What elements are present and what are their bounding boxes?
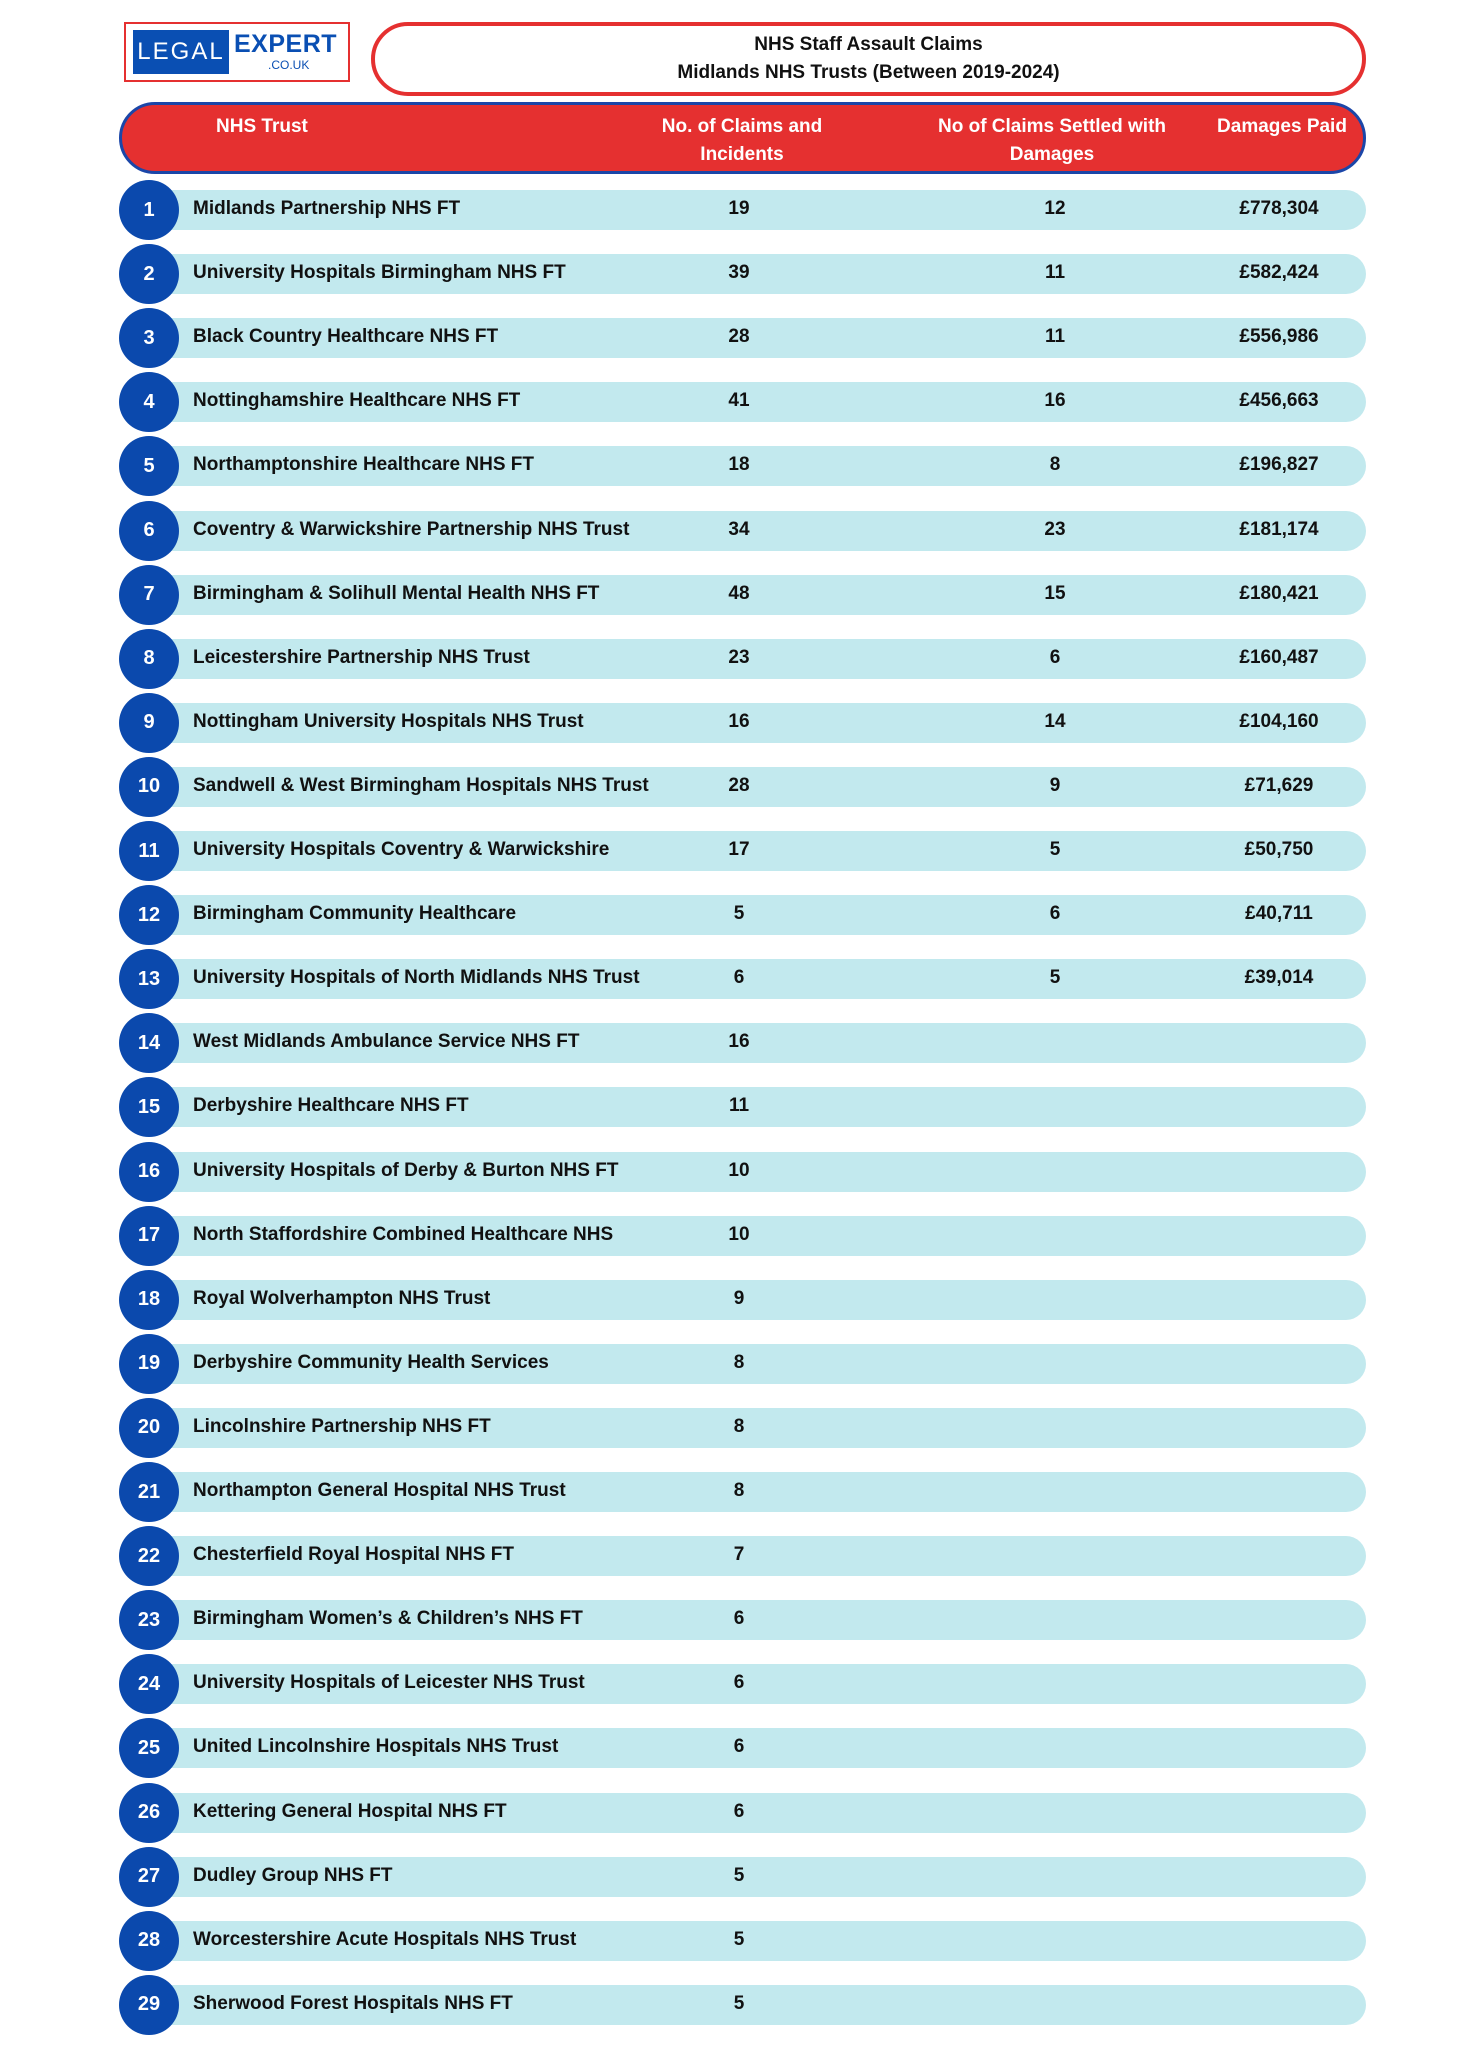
claims-count: 18 bbox=[728, 454, 750, 476]
claims-count: 9 bbox=[733, 1287, 745, 1309]
settled-count: 5 bbox=[1049, 839, 1061, 860]
rank-badge: 14 bbox=[119, 1013, 179, 1073]
claims-count: 5 bbox=[733, 1864, 745, 1886]
claims-count: 10 bbox=[728, 1223, 750, 1245]
damages-paid: £181,174 bbox=[1239, 518, 1319, 540]
settled-count: 11 bbox=[1044, 326, 1066, 348]
rank-badge: 23 bbox=[119, 1590, 179, 1650]
trust-name: Lincolnshire Partnership NHS FT bbox=[193, 1415, 491, 1437]
table-row bbox=[119, 691, 1366, 755]
trust-name: University Hospitals Coventry & Warwickshire bbox=[193, 839, 610, 860]
table-row bbox=[119, 1204, 1366, 1268]
rank-badge: 9 bbox=[119, 693, 179, 753]
rank-badge: 15 bbox=[119, 1077, 179, 1137]
rank-badge: 17 bbox=[119, 1206, 179, 1266]
rank-badge: 20 bbox=[119, 1398, 179, 1458]
table-row bbox=[119, 819, 1366, 883]
settled-count: 12 bbox=[1044, 198, 1066, 219]
claims-count: 5 bbox=[733, 1928, 745, 1950]
claims-count: 6 bbox=[733, 1736, 745, 1758]
trust-name: Coventry & Warwickshire Partnership NHS Trust bbox=[193, 518, 630, 540]
trust-name: West Midlands Ambulance Service NHS FT bbox=[193, 1031, 580, 1053]
claims-count: 6 bbox=[733, 1800, 745, 1822]
damages-paid: £456,663 bbox=[1239, 390, 1319, 412]
trust-name: Worcestershire Acute Hospitals NHS Trust bbox=[193, 1928, 577, 1950]
claims-count: 41 bbox=[728, 390, 750, 412]
table-row bbox=[119, 1909, 1366, 1973]
trust-name: North Staffordshire Combined Healthcare NHS bbox=[193, 1223, 614, 1245]
damages-paid: £40,711 bbox=[1245, 903, 1313, 925]
damages-paid: £196,827 bbox=[1239, 454, 1319, 476]
table-row bbox=[119, 1140, 1366, 1204]
trust-name: Nottinghamshire Healthcare NHS FT bbox=[193, 390, 521, 412]
rank-badge: 12 bbox=[119, 885, 179, 945]
logo-expert-text: EXPERT bbox=[234, 30, 338, 58]
trust-name: Midlands Partnership NHS FT bbox=[193, 198, 461, 219]
header-damages: Damages Paid bbox=[1217, 116, 1347, 137]
rank-badge: 26 bbox=[119, 1783, 179, 1843]
trust-name: United Lincolnshire Hospitals NHS Trust bbox=[193, 1736, 559, 1758]
claims-count: 5 bbox=[733, 1992, 745, 2014]
header-settled: No of Claims Settled with Damages bbox=[937, 116, 1167, 165]
rank-badge: 8 bbox=[119, 629, 179, 689]
claims-count: 6 bbox=[733, 1608, 745, 1630]
damages-paid: £556,986 bbox=[1239, 326, 1319, 348]
trust-name: Chesterfield Royal Hospital NHS FT bbox=[193, 1544, 514, 1566]
claims-count: 34 bbox=[728, 518, 750, 540]
damages-paid: £50,750 bbox=[1244, 839, 1314, 860]
trust-name: Birmingham Community Healthcare bbox=[193, 903, 517, 925]
trust-name: Birmingham & Solihull Mental Health NHS FT bbox=[193, 582, 600, 604]
rank-badge: 10 bbox=[119, 757, 179, 817]
table-row bbox=[119, 1588, 1366, 1652]
settled-count: 8 bbox=[1049, 454, 1061, 476]
table-row bbox=[119, 627, 1366, 691]
claims-count: 11 bbox=[728, 1095, 750, 1117]
rank-badge: 29 bbox=[119, 1975, 179, 2035]
claims-count: 6 bbox=[733, 967, 745, 989]
trust-name: University Hospitals Birmingham NHS FT bbox=[193, 262, 566, 284]
table-row bbox=[119, 1075, 1366, 1139]
table-row bbox=[119, 755, 1366, 819]
header-claims: No. of Claims and Incidents bbox=[661, 116, 823, 165]
settled-count: 9 bbox=[1049, 774, 1061, 796]
rank-badge: 16 bbox=[119, 1142, 179, 1202]
table-row bbox=[119, 1332, 1366, 1396]
settled-count: 15 bbox=[1044, 582, 1066, 604]
table-row bbox=[119, 1524, 1366, 1588]
table-row bbox=[119, 434, 1366, 498]
settled-count: 6 bbox=[1049, 903, 1061, 925]
table-row bbox=[119, 242, 1366, 306]
title-line-1: NHS Staff Assault Claims bbox=[754, 34, 983, 55]
trust-name: Nottingham University Hospitals NHS Trust bbox=[193, 710, 584, 732]
table-row bbox=[119, 1781, 1366, 1845]
claims-count: 23 bbox=[728, 646, 750, 668]
damages-paid: £71,629 bbox=[1244, 774, 1314, 796]
rank-badge: 2 bbox=[119, 244, 179, 304]
trust-name: University Hospitals of North Midlands NHS Trust bbox=[193, 967, 640, 989]
trust-name: Royal Wolverhampton NHS Trust bbox=[193, 1287, 491, 1309]
trust-name: Sandwell & West Birmingham Hospitals NHS Trust bbox=[193, 774, 649, 796]
claims-count: 8 bbox=[733, 1480, 745, 1501]
trust-name: University Hospitals of Derby & Burton NHS FT bbox=[193, 1159, 619, 1181]
table-row bbox=[119, 1396, 1366, 1460]
table-row bbox=[119, 1845, 1366, 1909]
trust-name: Sherwood Forest Hospitals NHS FT bbox=[193, 1992, 513, 2014]
rank-badge: 11 bbox=[119, 821, 179, 881]
rank-badge: 6 bbox=[119, 501, 179, 561]
damages-paid: £160,487 bbox=[1239, 646, 1319, 668]
settled-count: 23 bbox=[1044, 518, 1066, 540]
table-row bbox=[119, 1268, 1366, 1332]
claims-count: 28 bbox=[728, 774, 750, 796]
logo-domain-text: .CO.UK bbox=[268, 58, 310, 72]
table-row bbox=[119, 306, 1366, 370]
rank-badge: 13 bbox=[119, 949, 179, 1009]
trust-name: Northamptonshire Healthcare NHS FT bbox=[193, 454, 534, 476]
table-row bbox=[119, 947, 1366, 1011]
table-row bbox=[119, 370, 1366, 434]
damages-paid: £778,304 bbox=[1239, 198, 1319, 219]
trust-name: Derbyshire Community Health Services bbox=[193, 1351, 549, 1373]
damages-paid: £39,014 bbox=[1244, 967, 1314, 989]
table-row bbox=[119, 499, 1366, 563]
claims-count: 8 bbox=[733, 1351, 745, 1373]
rank-badge: 24 bbox=[119, 1654, 179, 1714]
rank-badge: 22 bbox=[119, 1526, 179, 1586]
rank-badge: 21 bbox=[119, 1462, 179, 1522]
claims-count: 16 bbox=[728, 1031, 750, 1053]
settled-count: 14 bbox=[1044, 710, 1066, 732]
claims-count: 10 bbox=[728, 1159, 750, 1181]
rank-badge: 5 bbox=[119, 436, 179, 496]
damages-paid: £104,160 bbox=[1239, 710, 1319, 732]
table-row bbox=[119, 1011, 1366, 1075]
rank-badge: 19 bbox=[119, 1334, 179, 1394]
trust-name: Birmingham Women’s & Children’s NHS FT bbox=[193, 1608, 583, 1630]
trust-name: Kettering General Hospital NHS FT bbox=[193, 1800, 507, 1822]
table-row bbox=[119, 1973, 1366, 2037]
rank-badge: 18 bbox=[119, 1270, 179, 1330]
rank-badge: 25 bbox=[119, 1718, 179, 1778]
damages-paid: £582,424 bbox=[1239, 262, 1319, 284]
title-line-2: Midlands NHS Trusts (Between 2019-2024) bbox=[677, 62, 1060, 83]
table-row bbox=[119, 1716, 1366, 1780]
claims-count: 16 bbox=[728, 710, 750, 732]
trust-name: University Hospitals of Leicester NHS Trust bbox=[193, 1672, 585, 1694]
table-row bbox=[119, 563, 1366, 627]
settled-count: 6 bbox=[1049, 646, 1061, 668]
claims-count: 48 bbox=[728, 582, 750, 604]
claims-count: 8 bbox=[733, 1415, 745, 1437]
claims-count: 28 bbox=[728, 326, 750, 348]
claims-count: 39 bbox=[728, 262, 750, 284]
trust-name: Black Country Healthcare NHS FT bbox=[193, 326, 499, 348]
claims-count: 19 bbox=[728, 198, 750, 219]
trust-name: Derbyshire Healthcare NHS FT bbox=[193, 1095, 469, 1117]
claims-count: 5 bbox=[733, 903, 745, 925]
settled-count: 5 bbox=[1049, 967, 1061, 989]
claims-count: 7 bbox=[733, 1544, 745, 1566]
rank-badge: 27 bbox=[119, 1847, 179, 1907]
trust-name: Dudley Group NHS FT bbox=[193, 1864, 393, 1886]
claims-count: 17 bbox=[728, 839, 750, 860]
settled-count: 11 bbox=[1044, 262, 1066, 284]
table-row bbox=[119, 883, 1366, 947]
table-row bbox=[119, 178, 1366, 242]
rank-badge: 3 bbox=[119, 308, 179, 368]
trust-name: Northampton General Hospital NHS Trust bbox=[193, 1480, 566, 1501]
logo-legal-text: LEGAL bbox=[133, 30, 229, 74]
settled-count: 16 bbox=[1044, 390, 1066, 412]
header-nhs-trust: NHS Trust bbox=[216, 116, 308, 137]
trust-name: Leicestershire Partnership NHS Trust bbox=[193, 646, 530, 668]
damages-paid: £180,421 bbox=[1239, 582, 1319, 604]
rank-badge: 1 bbox=[119, 180, 179, 240]
rank-badge: 7 bbox=[119, 565, 179, 625]
table-row bbox=[119, 1652, 1366, 1716]
table-row bbox=[119, 1460, 1366, 1524]
rank-badge: 4 bbox=[119, 372, 179, 432]
claims-count: 6 bbox=[733, 1672, 745, 1694]
rank-badge: 28 bbox=[119, 1911, 179, 1971]
